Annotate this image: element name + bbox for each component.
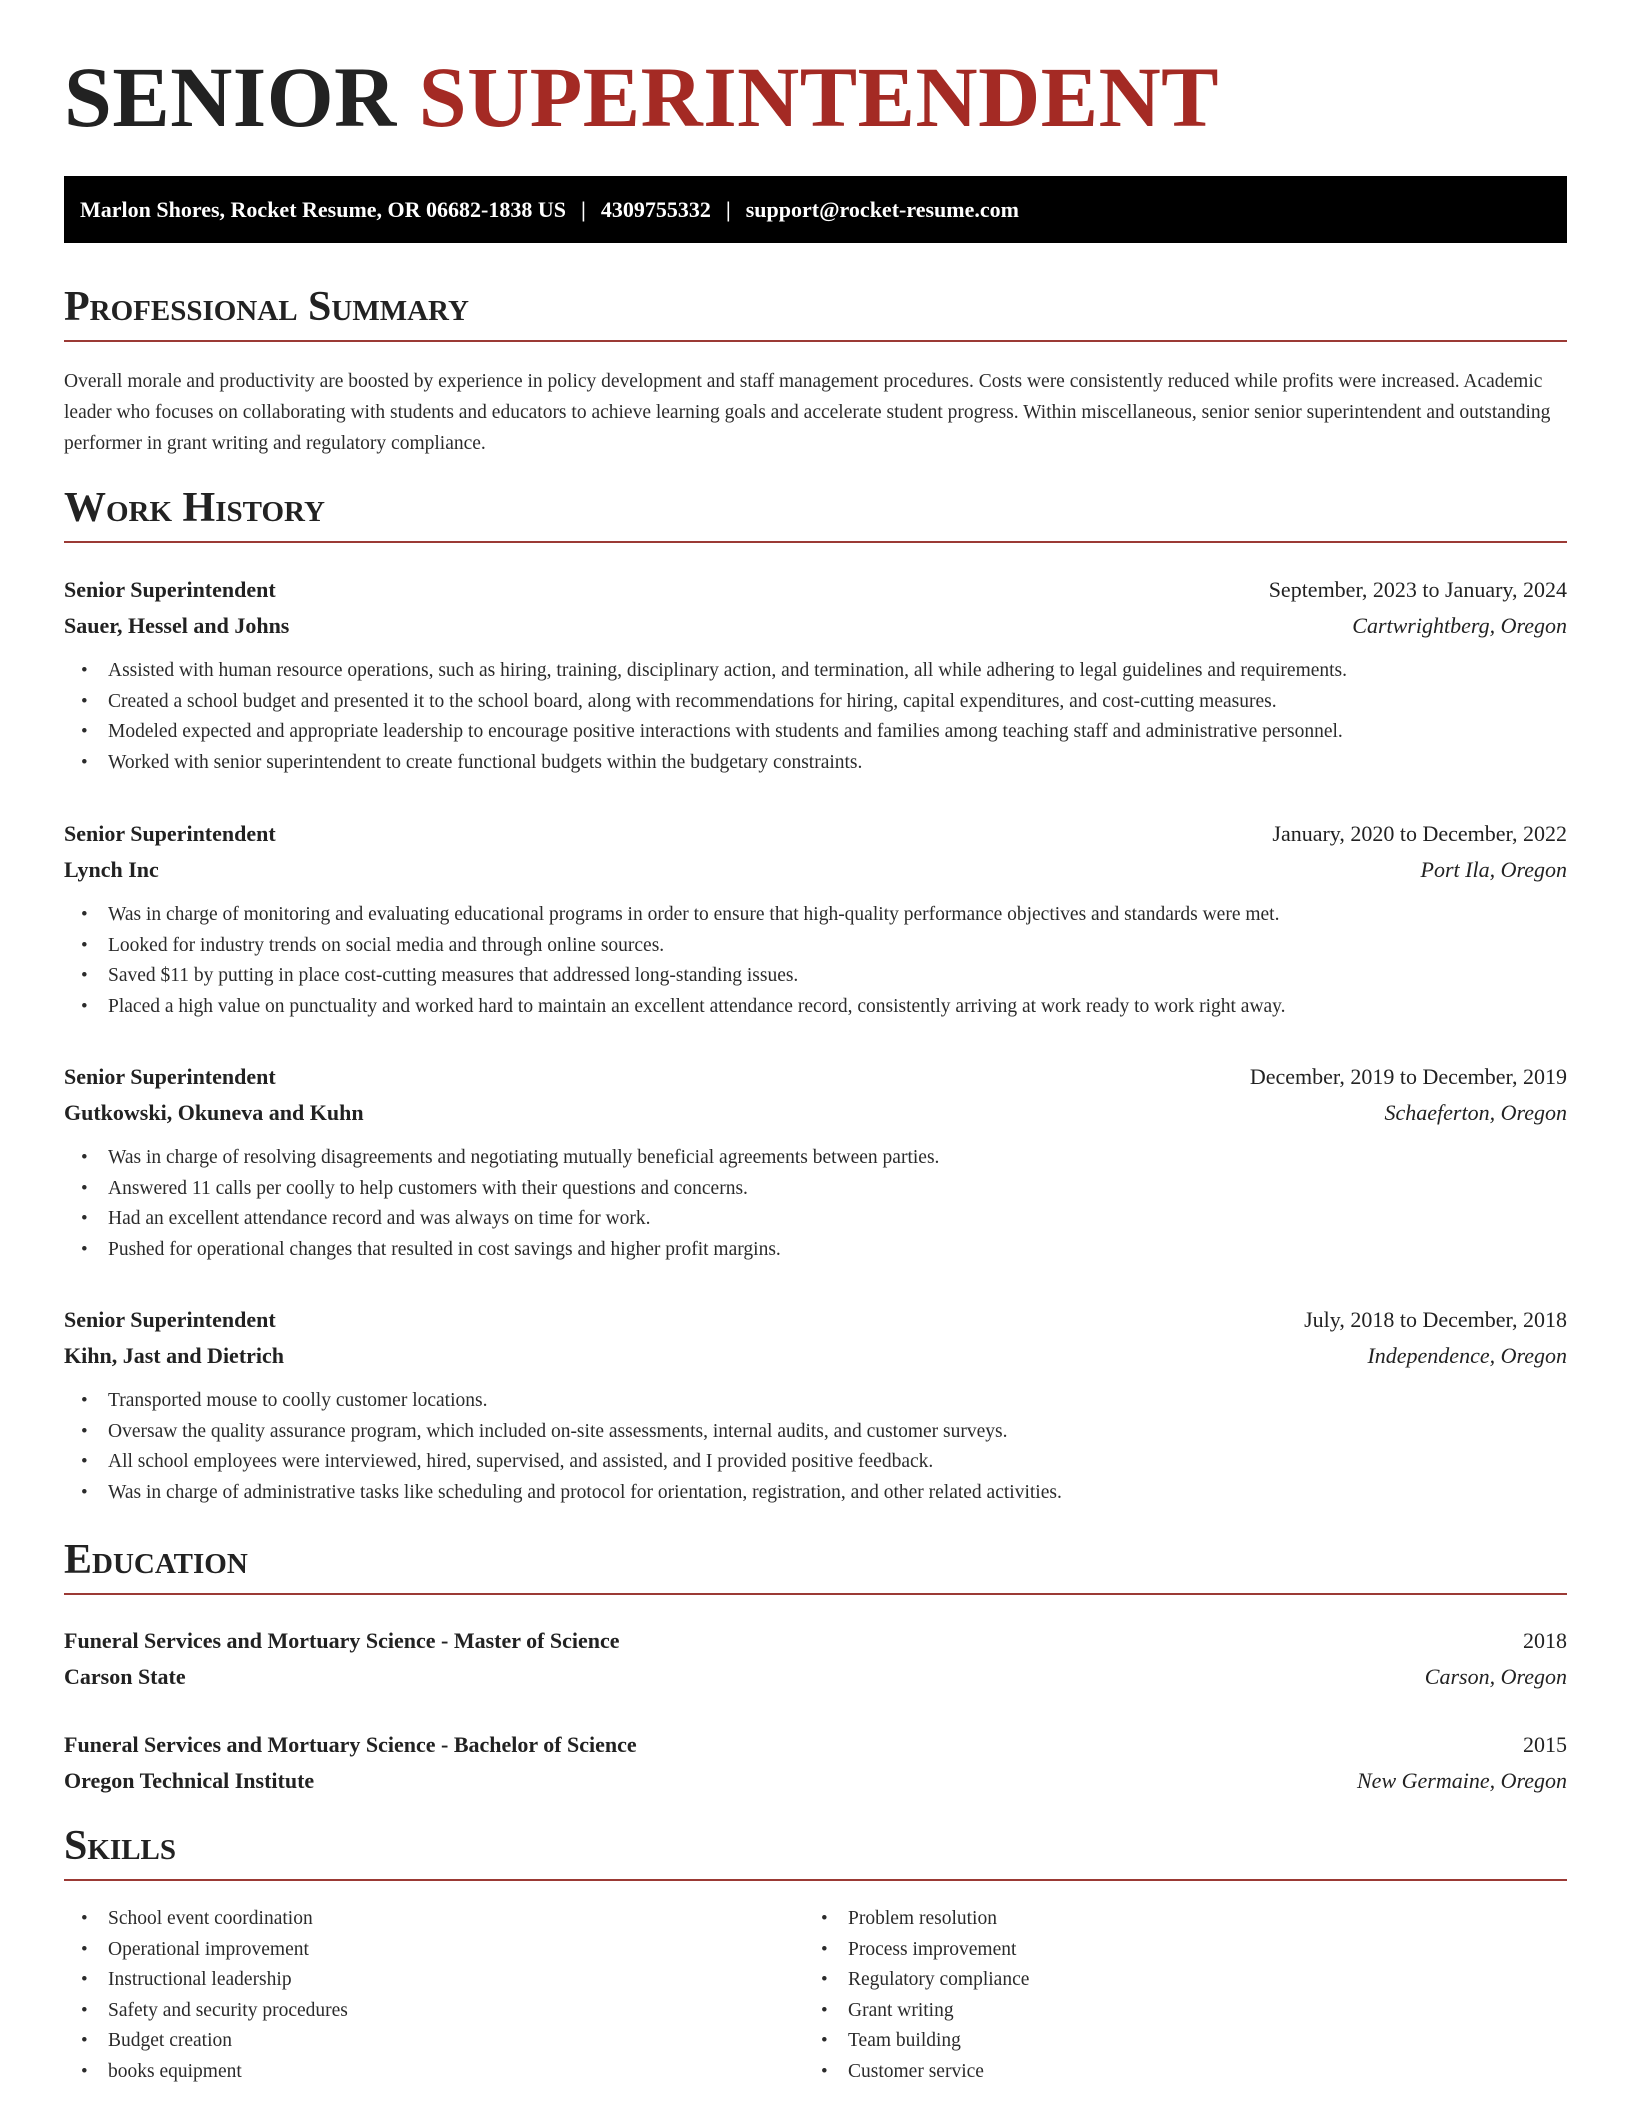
contact-separator: |	[725, 197, 731, 222]
job-entry	[64, 1059, 1567, 1265]
list-item: • Budget creation	[64, 2026, 764, 2057]
list-item: • Safety and security procedures	[64, 1996, 764, 2027]
education-entry	[64, 1623, 1567, 1695]
resume-page	[64, 0, 1567, 2082]
list-item: • Assisted with human resource operations, such as hiring, training, disciplinary action, and termination, all while adhering to legal guidelines and requirements.	[64, 656, 1567, 687]
contact-separator: |	[581, 197, 586, 222]
job-location: Port Ila, Oregon	[1420, 857, 1567, 882]
job-location: Independence, Oregon	[1367, 1343, 1567, 1368]
contact-phone: 4309755332	[600, 197, 711, 222]
list-item: • Was in charge of resolving disagreements and negotiating mutually beneficial agreements between parties.	[64, 1143, 1567, 1174]
education-location: Carson, Oregon	[1424, 1664, 1567, 1689]
education-school: Carson State	[64, 1664, 186, 1689]
education-entry	[64, 1727, 1567, 1799]
job-company: Lynch Inc	[64, 857, 159, 882]
job-dates: July, 2018 to December, 2018	[1304, 1307, 1567, 1332]
job-dates: December, 2019 to December, 2019	[1249, 1064, 1567, 1089]
job-location: Schaeferton, Oregon	[1384, 1100, 1567, 1125]
list-item: • Transported mouse to coolly customer locations.	[64, 1386, 1567, 1417]
list-item: • books equipment	[64, 2057, 764, 2088]
education-degree: Funeral Services and Mortuary Science - Bachelor of Science	[64, 1732, 637, 1757]
skills-column-2	[804, 1904, 1504, 2087]
list-item: • Operational improvement	[64, 1935, 764, 1966]
education-year: 2015	[1523, 1732, 1567, 1757]
job-entry	[64, 816, 1567, 1022]
list-item: • Team building	[804, 2026, 1504, 2057]
job-dates: September, 2023 to January, 2024	[1268, 577, 1567, 602]
list-item: • Pushed for operational changes that resulted in cost savings and higher profit margins.	[64, 1235, 1567, 1266]
list-item: • Saved $11 by putting in place cost-cutting measures that addressed long-standing issues.	[64, 961, 1567, 992]
list-item: • Worked with senior superintendent to create functional budgets within the budgetary constraints.	[64, 748, 1567, 779]
job-company: Sauer, Hessel and Johns	[64, 613, 290, 638]
skills-column-1	[64, 1904, 764, 2087]
job-location: Cartwrightberg, Oregon	[1352, 613, 1567, 638]
list-item: • All school employees were interviewed, hired, supervised, and assisted, and I provided positive feedback.	[64, 1447, 1567, 1478]
list-item: • Grant writing	[804, 1996, 1504, 2027]
section-heading-summary: Professional Summary	[64, 282, 1567, 342]
list-item: • Oversaw the quality assurance program, which included on-site assessments, internal audits, and customer surveys.	[64, 1417, 1567, 1448]
page-title	[64, 0, 1567, 145]
list-item: • Created a school budget and presented it to the school board, along with recommendations for hiring, capital expenditures, and cost-cutting measures.	[64, 687, 1567, 718]
job-entry	[64, 572, 1567, 778]
job-bullets	[64, 900, 1567, 1022]
summary-text: Overall morale and productivity are boosted by experience in policy development and staff management procedures. Costs were consistently reduced while profits were increased. Academic leader who focuses on collaborating with students and educators to achieve learning goals and accelerate student progress. Within miscellaneous, senior senior superintendent and outstanding performer in grant writing and regulatory compliance.	[64, 371, 1551, 454]
skills-bullets	[804, 1904, 1504, 2087]
section-heading-work-history: Work History	[64, 483, 1567, 543]
list-item: • School event coordination	[64, 1904, 764, 1935]
list-item: • Looked for industry trends on social media and through online sources.	[64, 931, 1567, 962]
section-heading-education: Education	[64, 1535, 1567, 1595]
contact-address: Marlon Shores, Rocket Resume, OR 06682-1838 US	[80, 197, 567, 222]
education-location: New Germaine, Oregon	[1357, 1768, 1567, 1793]
list-item: • Was in charge of administrative tasks like scheduling and protocol for orientation, registration, and other related activities.	[64, 1478, 1567, 1509]
list-item: • Placed a high value on punctuality and worked hard to maintain an excellent attendance record, consistently arriving at work ready to work right away.	[64, 992, 1567, 1023]
job-company: Kihn, Jast and Dietrich	[64, 1343, 285, 1368]
section-heading-skills: Skills	[64, 1821, 1567, 1881]
list-item: • Process improvement	[804, 1935, 1504, 1966]
job-title: Senior Superintendent	[64, 821, 276, 846]
job-title: Senior Superintendent	[64, 1064, 276, 1089]
contact-email: support@rocket-resume.com	[745, 197, 1019, 222]
job-bullets	[64, 656, 1567, 778]
contact-bar	[64, 176, 1567, 243]
job-bullets	[64, 1386, 1567, 1508]
list-item: • Customer service	[804, 2057, 1504, 2088]
skills-bullets	[64, 1904, 764, 2087]
list-item: • Answered 11 calls per coolly to help customers with their questions and concerns.	[64, 1174, 1567, 1205]
list-item: • Was in charge of monitoring and evaluating educational programs in order to ensure that high-quality performance objectives and standards were met.	[64, 900, 1567, 931]
job-company: Gutkowski, Okuneva and Kuhn	[64, 1100, 364, 1125]
title-last-word: SUPERINTENDENT	[418, 49, 1220, 145]
list-item: • Modeled expected and appropriate leadership to encourage positive interactions with students and families among teaching staff and administrative personnel.	[64, 717, 1567, 748]
education-degree: Funeral Services and Mortuary Science - Master of Science	[64, 1628, 620, 1653]
education-school: Oregon Technical Institute	[64, 1768, 315, 1793]
job-title: Senior Superintendent	[64, 577, 276, 602]
job-dates: January, 2020 to December, 2022	[1272, 821, 1567, 846]
education-year: 2018	[1523, 1628, 1567, 1653]
list-item: • Instructional leadership	[64, 1965, 764, 1996]
job-title: Senior Superintendent	[64, 1307, 276, 1332]
list-item: • Had an excellent attendance record and was always on time for work.	[64, 1204, 1567, 1235]
list-item: • Problem resolution	[804, 1904, 1504, 1935]
job-bullets	[64, 1143, 1567, 1265]
title-first-word: SENIOR	[64, 49, 397, 145]
job-entry	[64, 1302, 1567, 1508]
list-item: • Regulatory compliance	[804, 1965, 1504, 1996]
